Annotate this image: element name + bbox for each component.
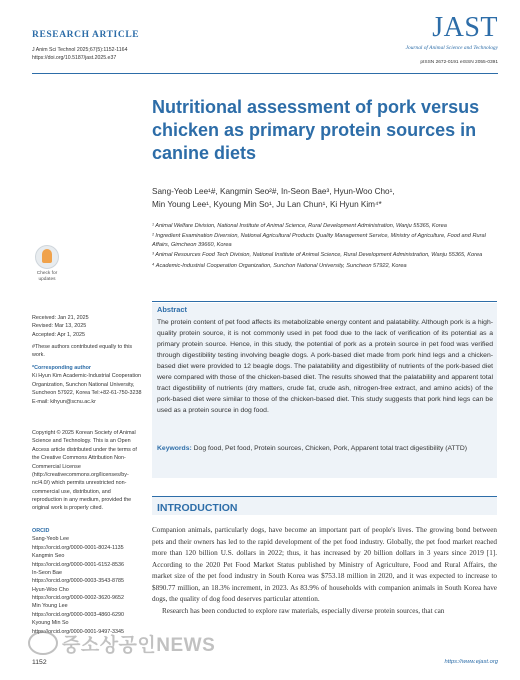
affiliation: ⁴ Academic-Industrial Cooperation Organization, Sunchon National University, Suncheon 57922, Korea (152, 262, 407, 269)
author-list (152, 185, 497, 212)
news-watermark (28, 628, 215, 658)
issn-line: pISSN 2672-0191 eISSN 2055-0391 (420, 60, 498, 65)
affiliation: ² Ingredient Examination Diversion, National Agricultural Products Quality Management Service, Ministry of Agriculture, Food and Rural Affairs, Gimcheon 39660, Korea (152, 233, 486, 248)
page-number: 1152 (32, 659, 47, 666)
watermark-logo-icon (28, 630, 58, 656)
abstract-divider (152, 301, 497, 302)
citation-line: J Anim Sci Technol 2025;67(5):1152-1164 (32, 47, 128, 53)
orcid-entry: In-Seon Bae (32, 569, 62, 576)
affiliation: ¹ Animal Welfare Division, National Institute of Animal Science, Rural Development Administration, Wanju 55365, Korea (152, 223, 447, 229)
introduction-heading: INTRODUCTION (157, 502, 238, 514)
accepted-date: Accepted: Apr 1, 2025 (32, 331, 86, 338)
revised-date: Revised: Mar 13, 2025 (32, 323, 87, 330)
affiliation: ³ Animal Resources Food Tech Division, National Institute of Animal Science, Rural Development Administration, Wanju 55365, Korea (152, 252, 483, 259)
article-type-label: RESEARCH ARTICLE (32, 30, 140, 40)
journal-name: Journal of Animal Science and Technology (405, 45, 498, 51)
paragraph: Companion animals, particularly dogs, have become an important part of people's lives. The growing bond between pets and their owners has led to the rapid development of the pet food industry. Globally, the pet food market reached more than 120 billion U.S. dollars in 2022; thus, it has increased by 20 billion dollars in 3 years since 2019 [1]. According to the 2020 Pet Food Market Status published by Ministry of Agriculture, Food and Rural Affairs, the market size of the pet food industry in South Korea was $753.18 million in 2020, and it was expected to increase to $890.77 million, an 18.3% increment, in 2023. As 83.9% of households with companion animals in South Korea have dogs, the quality of dog food deserves particular attention. (152, 526, 497, 604)
paragraph: Research has been conducted to explore raw materials, especially diverse protein sources, that can (162, 606, 445, 615)
abstract-text: The protein content of pet food affects its metabolizable energy content and palatability. Although pork is a high-quality protein source, it is not commonly used in pet food due to the lack of verification of its potential as a primary protein source. Hence, in this study, the potential of pork as a protein source in pet food was verified through digestibility testing involving beagle dogs. A pork-based diet made from pork hind legs and a chicken-based diet were provided to 12 beagle dogs. The palatability and digestibility of nutrients of the pork-based diet were compared with those of the chicken-based diet. The results showed that the palatability and apparent total tract digestibility of nutrients (dry matters, crude fat, crude ash, nitrogen-free extract, and amino acids) of the pork-based diet were similar to those of the chicken-based diet. This study suggests that pork hind legs can be used as a protein source in dog food. (157, 319, 493, 414)
header-divider (32, 73, 498, 74)
author-line: Sang-Yeob Lee¹#, Kangmin Seo²#, In-Seon Bae³, Hyun-Woo Cho¹, (152, 187, 395, 196)
keywords-list: Dog food, Pet food, Protein sources, Chicken, Pork, Apparent total tract digestibility (ATTD) (193, 445, 468, 452)
received-date: Received: Jan 21, 2025 (32, 315, 89, 321)
affiliation-list (152, 222, 497, 272)
dates-block (32, 314, 142, 339)
introduction-body (152, 525, 497, 617)
orcid-link[interactable]: https://orcid.org/0000-0001-6152-8536 (32, 561, 125, 568)
orcid-entry: Min Young Lee (32, 603, 68, 610)
orcid-link[interactable]: https://orcid.org/0000-0001-8024-1135 (32, 544, 124, 551)
corresponding-block (32, 364, 142, 406)
orcid-heading: ORCID (32, 528, 50, 534)
orcid-link[interactable]: https://orcid.org/0000-0001-9497-3345 (32, 628, 125, 635)
keywords-label: Keywords: (157, 445, 192, 452)
corresponding-heading: *Corresponding author (32, 365, 91, 371)
orcid-link[interactable]: https://orcid.org/0000-0002-3620-9652 (32, 595, 125, 601)
orcid-link[interactable]: https://orcid.org/0000-0003-3543-8785 (32, 578, 125, 585)
orcid-block (32, 527, 142, 636)
orcid-entry: Sang-Yeob Lee (32, 536, 69, 543)
doi-link[interactable]: https://doi.org/10.5187/jast.2025.e37 (32, 55, 117, 62)
orcid-link[interactable]: https://orcid.org/0000-0003-4860-6290 (32, 611, 125, 618)
abstract-heading: Abstract (157, 305, 187, 314)
journal-logo: JAST (432, 12, 498, 43)
equal-contribution-note: #These authors contributed equally to this work. (32, 344, 133, 359)
orcid-entry: Kangmin Seo (32, 553, 65, 560)
keywords-block (157, 443, 493, 454)
copyright-notice: Copyright © 2025 Korean Society of Animal Science and Technology. This is an Open Access article distributed under the terms of the Creative Commons Attribution Non-Commercial License (http://creativecommons.org/licenses/by-nc/4.0/) which permits unrestricted non-commercial use, distribution, and reproduction in any medium, provided the original work is properly cited. (32, 430, 137, 512)
citation-block (32, 46, 127, 63)
article-title: Nutritional assessment of pork versus chicken as primary protein sources in canine diets (152, 97, 480, 163)
check-updates-icon (35, 245, 59, 269)
orcid-entry: Hyun-Woo Cho (32, 586, 69, 593)
journal-url[interactable]: https://www.ejast.org (444, 659, 498, 665)
check-updates-label: Check for updates (36, 271, 58, 282)
check-updates-badge[interactable] (30, 245, 64, 283)
author-line: Min Young Lee¹, Kyoung Min So¹, Ju Lan Chun¹, Ki Hyun Kim⁴* (152, 200, 382, 210)
watermark-text: 중소상공인NEWS (62, 634, 216, 656)
corresponding-details: Ki Hyun Kim Academic-Industrial Cooperation Organization, Sunchon National University, Suncheon 57922, Korea Tel:+82-61-750-3238 E-mail: kihyun@scnu.ac.kr (32, 373, 142, 405)
orcid-entry: Kyoung Min So (32, 620, 69, 627)
